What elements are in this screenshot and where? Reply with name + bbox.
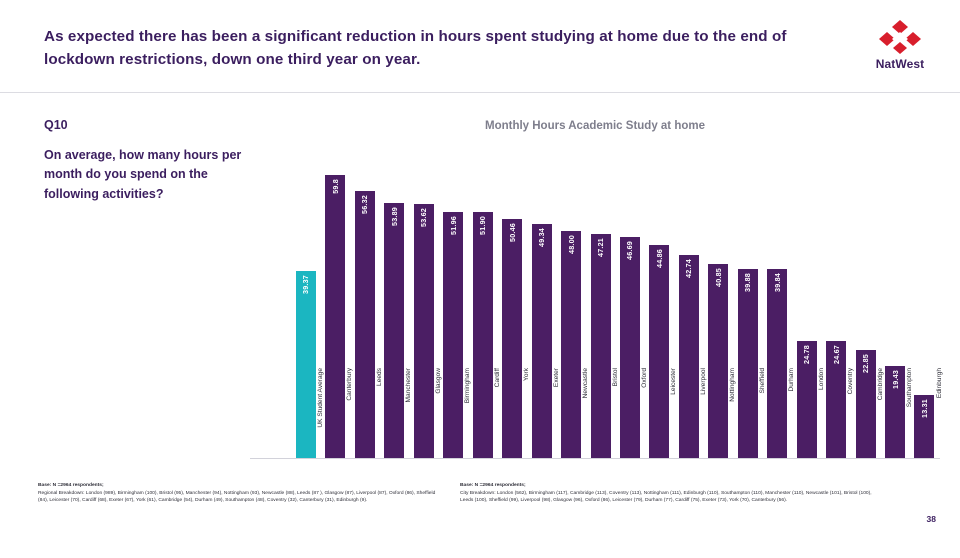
bar-value-label: 24.67 xyxy=(831,345,841,365)
x-axis-tick-label: UK Student Average xyxy=(316,368,324,428)
footnote-right-title: Base: N =2964 respondents; xyxy=(460,483,526,488)
bar-value-label: 39.84 xyxy=(772,273,782,293)
bar-value-label: 42.74 xyxy=(684,259,694,279)
page-number: 38 xyxy=(926,514,936,524)
x-axis-tick-label: Exeter xyxy=(552,368,560,388)
x-axis-tick-label: Oxford xyxy=(640,368,648,388)
bar-value-label: 22.85 xyxy=(861,353,871,373)
x-axis-tick-label: Glasgow xyxy=(434,368,442,394)
question-code: Q10 xyxy=(44,118,68,132)
footnote-right xyxy=(460,482,880,504)
x-axis-tick-label: Manchester xyxy=(404,368,412,403)
bar-value-label: 53.62 xyxy=(419,207,429,227)
header-divider xyxy=(0,92,960,93)
bar-value-label: 51.96 xyxy=(448,215,458,235)
x-axis-tick-label: Leicester xyxy=(669,368,677,395)
footnote-right-body: City Breakdown: London (562), Birmingham (117), Cambridge (113), Coventry (113), Nottingham (111), Edinburgh (110), Southampton (110), Manchester (110), Newcastle (101), Bristol (100), Leeds (100), Sheffield (99), Liverpool (98), Glasgow (96), Oxford (86), Leicester (79), Durham (77), Cardiff (75), Exeter (73), York (70), Canterbury (56). xyxy=(460,491,872,504)
chart-title: Monthly Hours Academic Study at home xyxy=(484,120,706,132)
bar-value-label: 24.78 xyxy=(802,344,812,364)
footnote-left xyxy=(38,482,438,504)
bar-value-label: 46.69 xyxy=(625,240,635,260)
bar-value-label: 49.34 xyxy=(537,228,547,248)
x-axis-tick-label: Bristol xyxy=(611,368,619,387)
bar-value-label: 47.21 xyxy=(596,238,605,258)
bar-value-label: 53.89 xyxy=(389,206,399,226)
bar-value-label: 50.46 xyxy=(507,222,517,242)
page-title: As expected there has been a significant reduction in hours spent studying at home due to the end of lockdown restrictions, down one third year on year. xyxy=(44,28,787,68)
footnote-left-title: Base: N =2964 respondents; xyxy=(38,483,104,488)
bar-value-label: 51.90 xyxy=(478,216,488,236)
bar-value-label: 59.8 xyxy=(330,178,340,194)
x-axis-tick-label: Cardiff xyxy=(493,368,501,388)
chart-container xyxy=(250,112,943,462)
x-axis-tick-label: Cambridge xyxy=(876,368,884,401)
x-axis-tick-label: Southampton xyxy=(905,368,913,408)
natwest-logo-text: NatWest xyxy=(875,57,925,71)
bar-value-label: 40.85 xyxy=(713,268,723,288)
x-axis-tick-label: Coventry xyxy=(846,368,854,395)
x-axis-tick-label: Durham xyxy=(787,368,795,392)
x-axis-tick-label: Birmingham xyxy=(463,368,471,404)
slide-header xyxy=(0,0,960,92)
x-axis-tick-label: Liverpool xyxy=(699,368,707,395)
x-axis-tick-label: Nottingham xyxy=(728,368,736,402)
x-axis-tick-label: Edinburgh xyxy=(935,368,943,399)
question-panel xyxy=(44,118,244,204)
x-axis-tick-label: Leeds xyxy=(375,368,383,386)
bar-value-label: 39.37 xyxy=(301,275,311,295)
bar-value-label: 48.00 xyxy=(566,234,576,254)
bar-value-label: 39.88 xyxy=(743,273,753,293)
bar-value-label: 13.31 xyxy=(919,398,929,418)
x-axis-tick-label: York xyxy=(522,368,530,381)
footnote-left-body: Regional Breakdown: London (989), Birmingham (100), Bristol (95), Manchester (94), Nottingham (93), Newcastle (88), Leeds (87 ), Glasgow (87), Liverpool (87), Oxford (86), Sheffield (84), Leicester (70), Cardiff (68), Exeter (67), York (61), Cambridge (54), Durham (49), Southampton (48), Coventry (32), Canterbury (31), Edinburgh (9). xyxy=(38,491,436,504)
natwest-chevrons-icon xyxy=(877,20,923,56)
bar-value-label: 19.43 xyxy=(890,369,900,389)
question-text: On average, how many hours per month do you spend on the following activities? xyxy=(44,148,242,201)
x-axis-tick-label: Newcastle xyxy=(581,368,589,399)
x-axis-tick-label: London xyxy=(817,368,825,391)
x-axis-tick-label: Sheffield xyxy=(758,368,766,394)
bar-value-label: 56.32 xyxy=(360,195,370,215)
bar-value-label: 44.86 xyxy=(654,249,664,269)
x-axis-tick-label: Canterbury xyxy=(345,368,353,401)
natwest-logo xyxy=(862,20,938,76)
